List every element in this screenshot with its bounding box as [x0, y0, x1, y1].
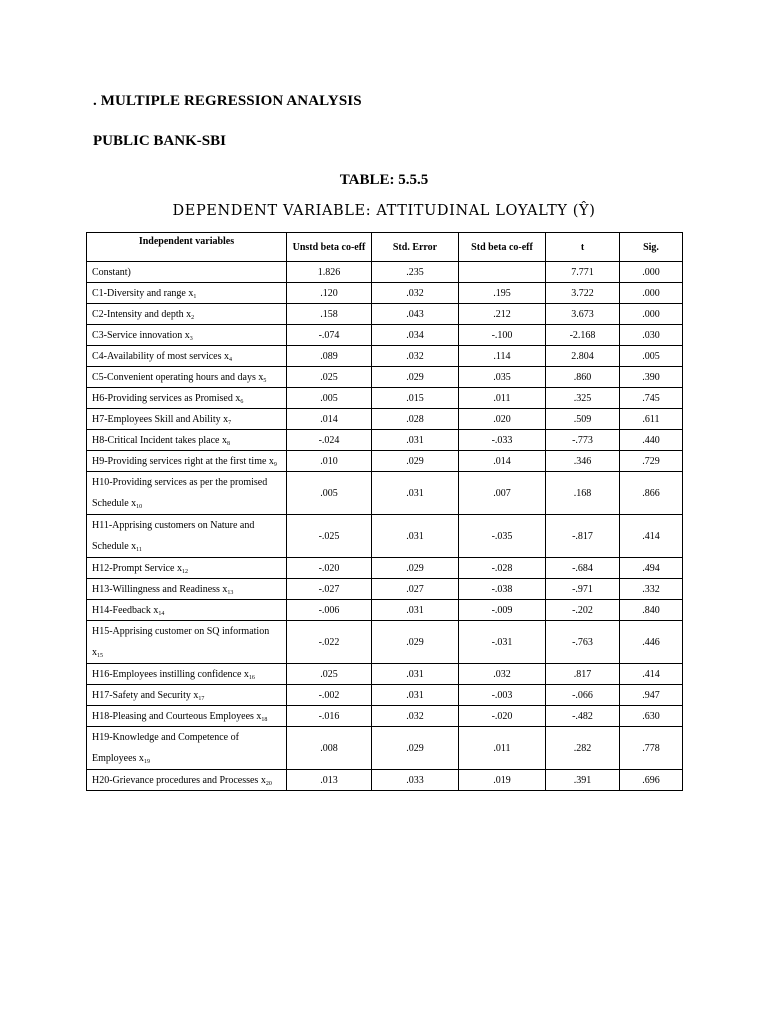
sig-cell: .414: [620, 515, 683, 558]
sig-cell: .611: [620, 409, 683, 430]
table-row: [87, 409, 683, 430]
variable-label-text: H6-Providing services as Promised x: [92, 392, 241, 404]
variable-label: [87, 770, 287, 791]
variable-label-text-2: Schedule x: [92, 541, 137, 552]
header-independent-variables: Independent variables: [87, 233, 287, 262]
t-value-cell: .860: [546, 367, 620, 388]
variable-label-text: C5-Convenient operating hours and days x: [92, 371, 264, 383]
variable-subscript: 11: [136, 547, 142, 553]
std-error-cell: .015: [372, 388, 459, 409]
variable-label: [87, 304, 287, 325]
t-value-cell: -.684: [546, 558, 620, 579]
std-error-cell: .033: [372, 770, 459, 791]
table-row: [87, 685, 683, 706]
variable-subscript: 4: [229, 356, 233, 363]
variable-label-text: H18-Pleasing and Courteous Employees x: [92, 710, 262, 722]
sig-cell: .000: [620, 262, 683, 283]
t-value-cell: 7.771: [546, 262, 620, 283]
table-row: [87, 621, 683, 664]
t-value-cell: -.482: [546, 706, 620, 727]
std-error-cell: .027: [372, 579, 459, 600]
unstd-beta-cell: .025: [287, 367, 372, 388]
sig-cell: .840: [620, 600, 683, 621]
header-sig: Sig.: [620, 233, 683, 262]
variable-label: [87, 388, 287, 409]
unstd-beta-cell: .013: [287, 770, 372, 791]
variable-subscript: 2: [191, 314, 195, 321]
std-error-cell: .029: [372, 727, 459, 770]
table-row: [87, 346, 683, 367]
t-value-cell: 2.804: [546, 346, 620, 367]
t-value-cell: -.971: [546, 579, 620, 600]
std-beta-cell: .011: [459, 727, 546, 770]
table-header-row: [87, 233, 683, 262]
t-value-cell: -.763: [546, 621, 620, 664]
sig-cell: .440: [620, 430, 683, 451]
unstd-beta-cell: -.024: [287, 430, 372, 451]
std-error-cell: .031: [372, 685, 459, 706]
unstd-beta-cell: .014: [287, 409, 372, 430]
variable-label-text-2: Employees x: [92, 753, 144, 764]
unstd-beta-cell: .005: [287, 472, 372, 515]
std-error-cell: .028: [372, 409, 459, 430]
sig-cell: .494: [620, 558, 683, 579]
variable-label: [87, 346, 287, 367]
variable-label-text: H14-Feedback x: [92, 604, 159, 616]
sig-cell: .696: [620, 770, 683, 791]
std-beta-cell: .035: [459, 367, 546, 388]
std-beta-cell: .014: [459, 451, 546, 472]
variable-subscript: 5: [263, 377, 267, 384]
sig-cell: .000: [620, 283, 683, 304]
std-beta-cell: -.003: [459, 685, 546, 706]
std-beta-cell: .212: [459, 304, 546, 325]
variable-label: [87, 515, 287, 558]
unstd-beta-cell: -.006: [287, 600, 372, 621]
std-beta-cell: -.028: [459, 558, 546, 579]
std-beta-cell: .114: [459, 346, 546, 367]
std-beta-cell: .032: [459, 664, 546, 685]
variable-label-text: C4-Availability of most services x: [92, 350, 230, 362]
sig-cell: .866: [620, 472, 683, 515]
std-beta-cell: -.038: [459, 579, 546, 600]
unstd-beta-cell: -.016: [287, 706, 372, 727]
unstd-beta-cell: -.022: [287, 621, 372, 664]
std-error-cell: .032: [372, 346, 459, 367]
variable-label-text: H16-Employees instilling confidence x: [92, 668, 249, 680]
std-beta-cell: -.009: [459, 600, 546, 621]
variable-label-text: Constant): [92, 266, 131, 278]
variable-label-line2: [92, 541, 282, 552]
sig-cell: .000: [620, 304, 683, 325]
variable-label: [87, 367, 287, 388]
section-heading: . MULTIPLE REGRESSION ANALYSIS: [93, 93, 362, 109]
variable-label-text: C3-Service innovation x: [92, 329, 190, 341]
table-title: TABLE: 5.5.5: [339, 172, 429, 188]
table-row: [87, 304, 683, 325]
std-error-cell: .029: [372, 367, 459, 388]
std-error-cell: .029: [372, 558, 459, 579]
sig-cell: .332: [620, 579, 683, 600]
variable-label: [87, 283, 287, 304]
variable-subscript: 7: [228, 419, 232, 426]
t-value-cell: 3.722: [546, 283, 620, 304]
variable-subscript: 12: [182, 568, 188, 575]
std-error-cell: .034: [372, 325, 459, 346]
unstd-beta-cell: .158: [287, 304, 372, 325]
table-row: [87, 579, 683, 600]
variable-subscript: 18: [261, 716, 268, 723]
sig-cell: .030: [620, 325, 683, 346]
variable-label-text: H7-Employees Skill and Ability x: [92, 413, 229, 425]
std-error-cell: .032: [372, 706, 459, 727]
table-row: [87, 706, 683, 727]
variable-subscript: 13: [227, 589, 234, 596]
t-value-cell: .282: [546, 727, 620, 770]
unstd-beta-cell: -.074: [287, 325, 372, 346]
sig-cell: .947: [620, 685, 683, 706]
variable-label-text-2: Schedule x: [92, 498, 137, 509]
variable-label-text: H11-Apprising customers on Nature and: [92, 520, 255, 531]
variable-label-line2: [92, 647, 282, 658]
variable-subscript: 14: [158, 610, 165, 617]
std-error-cell: .031: [372, 515, 459, 558]
variable-label-text: H17-Safety and Security x: [92, 689, 199, 701]
std-beta-cell: -.033: [459, 430, 546, 451]
variable-label: [87, 600, 287, 621]
header-std-beta: Std beta co-eff: [459, 233, 546, 262]
std-beta-cell: .020: [459, 409, 546, 430]
unstd-beta-cell: .008: [287, 727, 372, 770]
t-value-cell: -.817: [546, 515, 620, 558]
variable-subscript: 15: [97, 653, 103, 659]
variable-label-line2: [92, 753, 282, 764]
unstd-beta-cell: .120: [287, 283, 372, 304]
unstd-beta-cell: .025: [287, 664, 372, 685]
sig-cell: .390: [620, 367, 683, 388]
t-value-cell: -.202: [546, 600, 620, 621]
std-error-cell: .235: [372, 262, 459, 283]
std-error-cell: .043: [372, 304, 459, 325]
variable-label: [87, 706, 287, 727]
std-beta-cell: [459, 262, 546, 283]
t-value-cell: .346: [546, 451, 620, 472]
table-row: [87, 558, 683, 579]
variable-label-text: H9-Providing services right at the first time x: [92, 455, 274, 467]
variable-label: [87, 664, 287, 685]
unstd-beta-cell: -.025: [287, 515, 372, 558]
variable-subscript: 19: [143, 759, 150, 765]
unstd-beta-cell: .010: [287, 451, 372, 472]
variable-label: [87, 621, 287, 664]
variable-label: [87, 558, 287, 579]
variable-label-text: H20-Grievance procedures and Processes x: [92, 774, 266, 786]
table-row: [87, 727, 683, 770]
variable-label-text: C2-Intensity and depth x: [92, 308, 192, 320]
std-error-cell: .031: [372, 664, 459, 685]
regression-table: [86, 232, 683, 791]
variable-label-line2: [92, 498, 282, 509]
variable-subscript: 9: [273, 461, 277, 468]
std-beta-cell: .007: [459, 472, 546, 515]
std-error-cell: .031: [372, 600, 459, 621]
sig-cell: .630: [620, 706, 683, 727]
std-error-cell: .032: [372, 283, 459, 304]
t-value-cell: .391: [546, 770, 620, 791]
unstd-beta-cell: -.002: [287, 685, 372, 706]
std-error-cell: .031: [372, 430, 459, 451]
variable-label-text: C1-Diversity and range x: [92, 287, 194, 299]
variable-subscript: 10: [136, 504, 143, 510]
table-row: [87, 664, 683, 685]
variable-label-text: H13-Willingness and Readiness x: [92, 583, 228, 595]
unstd-beta-cell: -.027: [287, 579, 372, 600]
table-row: [87, 262, 683, 283]
variable-label: [87, 472, 287, 515]
variable-label-text-2: x: [92, 647, 97, 658]
t-value-cell: .325: [546, 388, 620, 409]
variable-label-text: H19-Knowledge and Competence of: [92, 732, 239, 743]
variable-subscript: 17: [198, 695, 205, 702]
variable-label: [87, 325, 287, 346]
variable-subscript: 6: [240, 398, 244, 405]
std-beta-cell: .195: [459, 283, 546, 304]
variable-label-text: H10-Providing services as per the promised: [92, 477, 268, 488]
sig-cell: .778: [620, 727, 683, 770]
std-beta-cell: .019: [459, 770, 546, 791]
variable-label-text: H15-Apprising customer on SQ information: [92, 626, 270, 637]
unstd-beta-cell: -.020: [287, 558, 372, 579]
table-row: [87, 451, 683, 472]
sig-cell: .414: [620, 664, 683, 685]
variable-subscript: 1: [193, 293, 197, 300]
variable-subscript: 3: [189, 335, 193, 342]
variable-label: [87, 727, 287, 770]
variable-label: [87, 430, 287, 451]
variable-label: [87, 409, 287, 430]
header-std-error: Std. Error: [372, 233, 459, 262]
unstd-beta-cell: .089: [287, 346, 372, 367]
t-value-cell: -.773: [546, 430, 620, 451]
sig-cell: .745: [620, 388, 683, 409]
std-error-cell: .031: [372, 472, 459, 515]
sig-cell: .446: [620, 621, 683, 664]
t-value-cell: -2.168: [546, 325, 620, 346]
header-t: t: [546, 233, 620, 262]
t-value-cell: -.066: [546, 685, 620, 706]
std-beta-cell: -.100: [459, 325, 546, 346]
std-beta-cell: -.020: [459, 706, 546, 727]
table-row: [87, 430, 683, 451]
t-value-cell: 3.673: [546, 304, 620, 325]
table-row: [87, 770, 683, 791]
variable-label: [87, 685, 287, 706]
table-body: [87, 262, 683, 791]
variable-subscript: 8: [226, 440, 230, 447]
variable-subscript: 20: [265, 780, 272, 787]
table-row: [87, 600, 683, 621]
std-beta-cell: .011: [459, 388, 546, 409]
dependent-variable-title: DEPENDENT VARIABLE: ATTITUDINAL LOYALTY (Ŷ): [172, 203, 596, 219]
sig-cell: .005: [620, 346, 683, 367]
std-error-cell: .029: [372, 621, 459, 664]
header-unstd-beta: Unstd beta co-eff: [287, 233, 372, 262]
variable-label-text: H12-Prompt Service x: [92, 562, 182, 574]
variable-label: [87, 579, 287, 600]
t-value-cell: .509: [546, 409, 620, 430]
table-row: [87, 283, 683, 304]
variable-label: [87, 262, 287, 283]
std-beta-cell: -.035: [459, 515, 546, 558]
table-row: [87, 325, 683, 346]
variable-label-text: H8-Critical Incident takes place x: [92, 434, 227, 446]
table-row: [87, 388, 683, 409]
variable-label: [87, 451, 287, 472]
variable-subscript: 16: [248, 674, 255, 681]
unstd-beta-cell: 1.826: [287, 262, 372, 283]
unstd-beta-cell: .005: [287, 388, 372, 409]
bank-heading: PUBLIC BANK-SBI: [93, 133, 226, 149]
table-row: [87, 472, 683, 515]
table-row: [87, 367, 683, 388]
table-row: [87, 515, 683, 558]
t-value-cell: .168: [546, 472, 620, 515]
std-beta-cell: -.031: [459, 621, 546, 664]
sig-cell: .729: [620, 451, 683, 472]
t-value-cell: .817: [546, 664, 620, 685]
std-error-cell: .029: [372, 451, 459, 472]
